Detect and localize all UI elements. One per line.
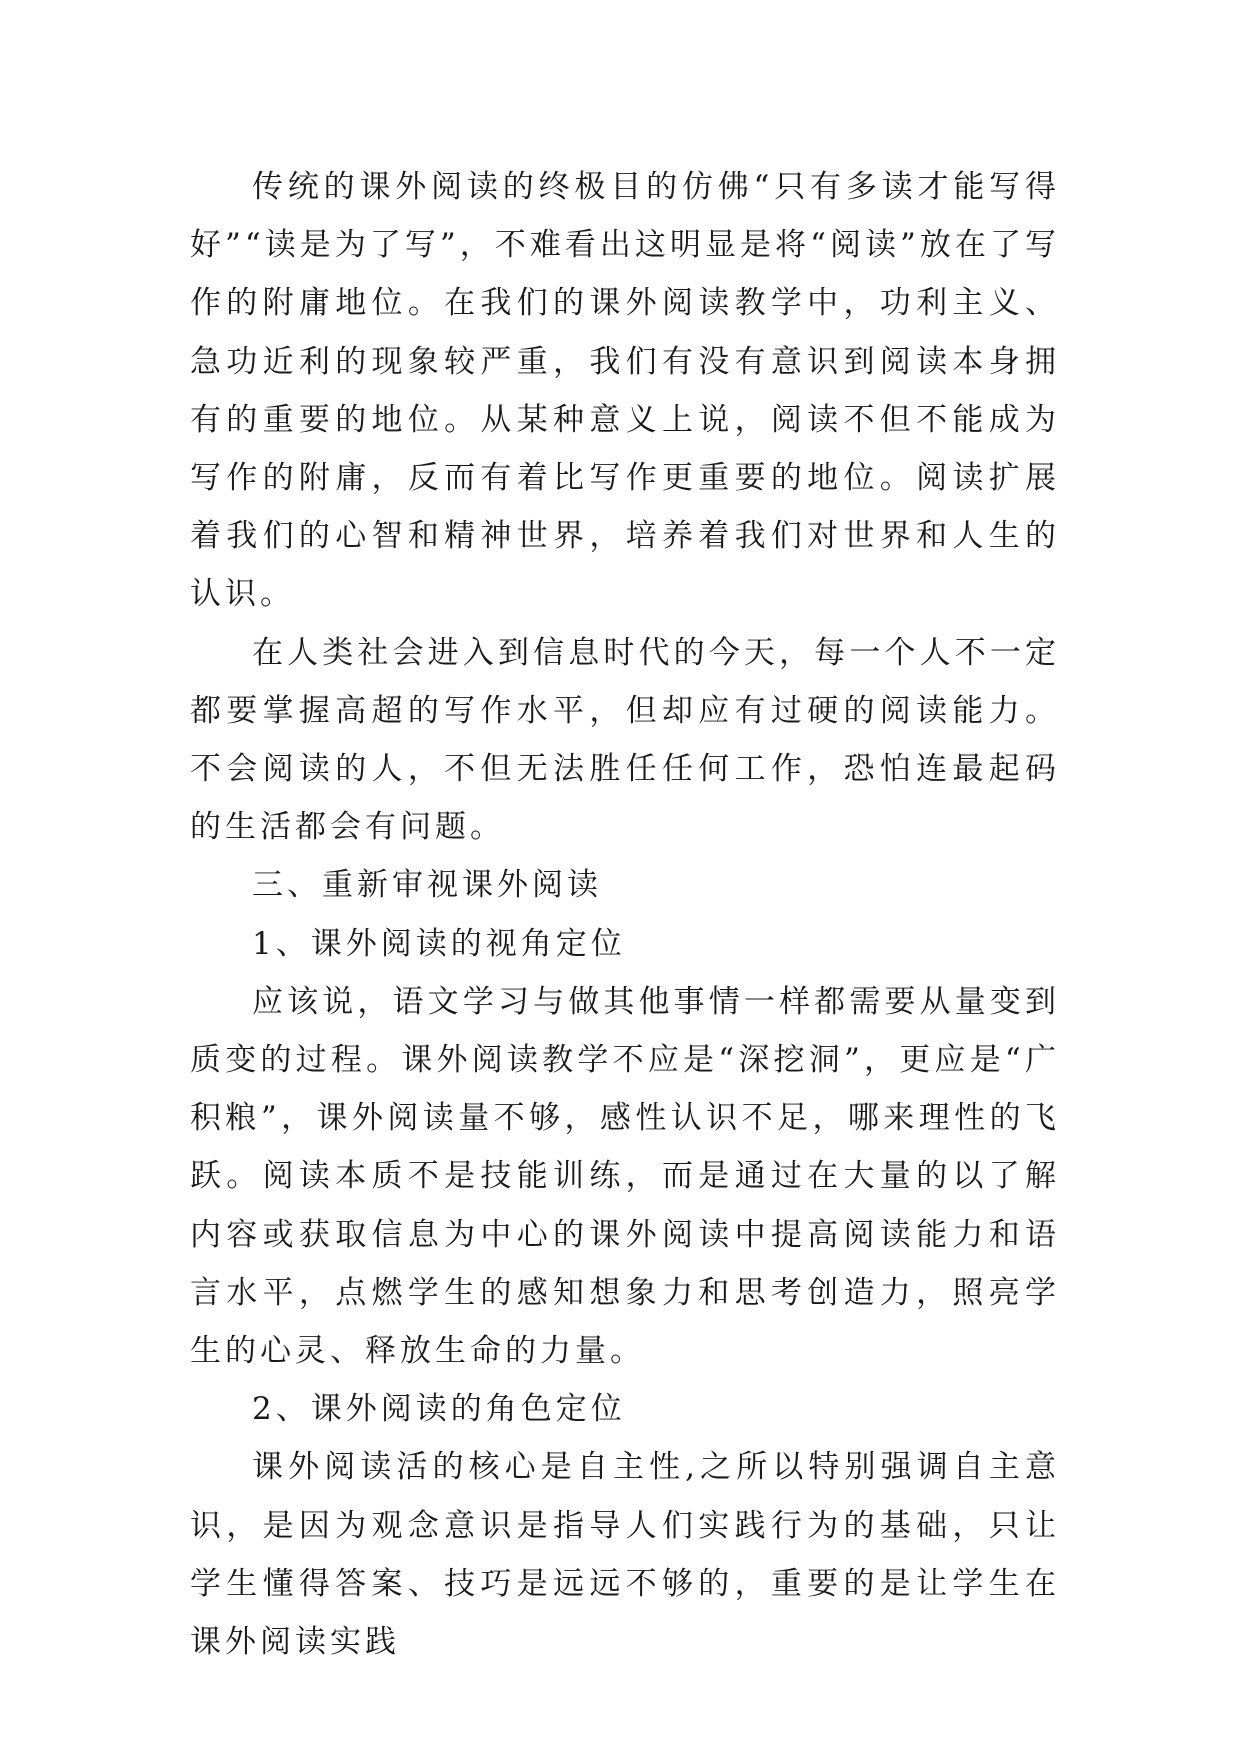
paragraph-quantity-to-quality: 应该说，语文学习与做其他事情一样都需要从量变到质变的过程。课外阅读教学不应是“深挖洞”，更应是“广积粮”，课外阅读量不够，感性认识不足，哪来理性的飞跃。阅读本质不是技能训练，而是通过在大量的以了解内容或获取信息为中心的课外阅读中提高阅读能力和语言水平，点燃学生的感知想象力和思考创造力，照亮学生的心灵、释放生命的力量。 <box>190 983 1060 1370</box>
subheading-role: 2、课外阅读的角色定位 <box>252 1391 626 1428</box>
section-heading-reexamine: 三、重新审视课外阅读 <box>252 867 602 904</box>
document-body <box>190 158 1060 1671</box>
paragraph-information-age: 在人类社会进入到信息时代的今天，每一个人不一定都要掌握高超的写作水平，但却应有过硬的阅读能力。不会阅读的人，不但无法胜任任何工作，恐怕连最起码的生活都会有问题。 <box>190 634 1060 846</box>
paragraph-autonomy: 课外阅读活的核心是自主性,之所以特别强调自主意识，是因为观念意识是指导人们实践行为的基础，只让学生懂得答案、技巧是远远不够的，重要的是让学生在课外阅读实践 <box>190 1449 1060 1661</box>
subheading-perspective: 1、课外阅读的视角定位 <box>252 925 626 962</box>
paragraph-reading-purpose: 传统的课外阅读的终极目的仿佛“只有多读才能写得好”“读是为了写”，不难看出这明显是将“阅读”放在了写作的附庸地位。在我们的课外阅读教学中，功利主义、急功近利的现象较严重，我们有没有意识到阅读本身拥有的重要的地位。从某种意义上说，阅读不但不能成为写作的附庸，反而有着比写作更重要的地位。阅读扩展着我们的心智和精神世界，培养着我们对世界和人生的认识。 <box>190 169 1060 613</box>
